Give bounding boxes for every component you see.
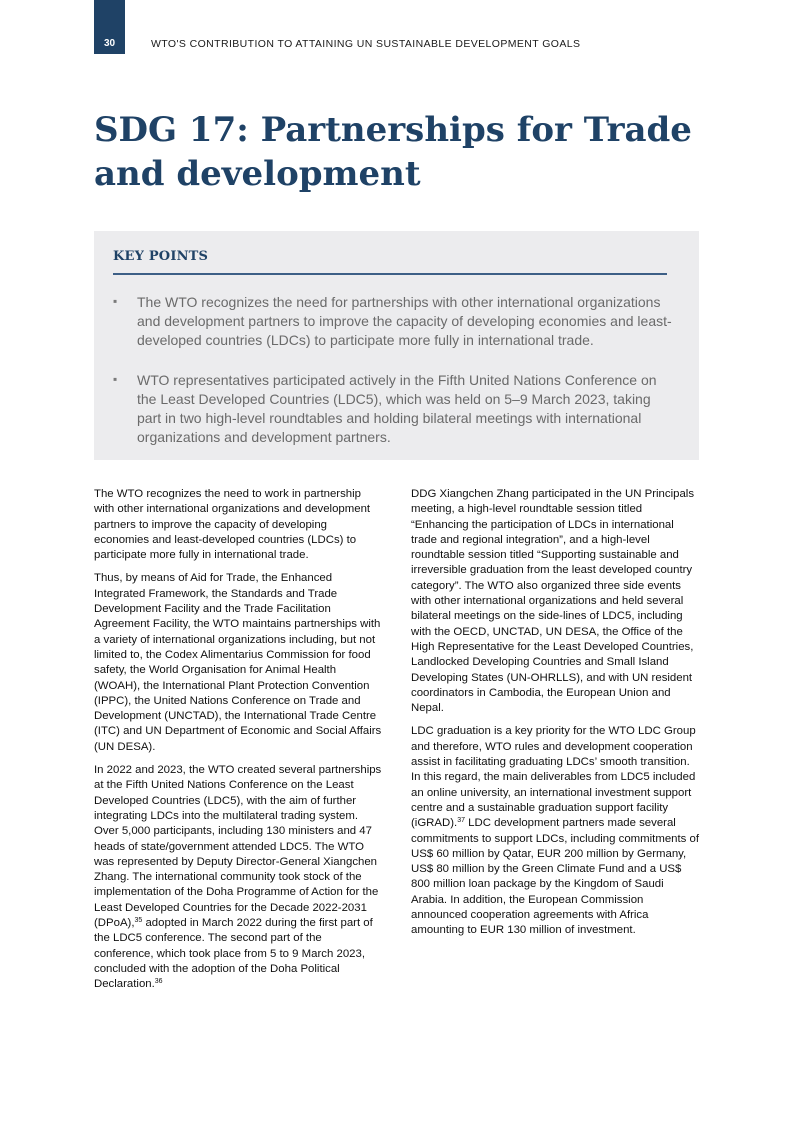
key-point-item (113, 293, 673, 350)
body-paragraph (411, 724, 701, 938)
body-column-right (411, 487, 701, 947)
page-title (94, 108, 734, 196)
body-paragraph: DDG Xiangchen Zhang participated in the UN Principals meeting, a high-level roundtable session titled “Enhancing the participation of LDCs in international trade and regional integration”, and a high-level roundtable session titled “Supporting sustainable and irreversible graduation from the least developed country category”. The WTO also organized three side events with other international organizations and held several bilateral meetings on the side-lines of LDC5, including with the OECD, UNCTAD, UN DESA, the Office of the High Representative for the Least Developed Countries, Landlocked Developing Countries and Small Island Developing States (UN-OHRLLS), and with UN resident coordinators in Cambodia, the European Union and Nepal. (411, 488, 695, 715)
page-title-line-1: SDG 17: Partnerships for Trade (94, 110, 692, 150)
key-point-text: WTO representatives participated actively in the Fifth United Nations Conference on the Least Developed Countries (LDC5), which was held on 5–9 March 2023, taking part in two high-level roundtables and holding bilateral meetings with international organizations and development partners. (137, 372, 657, 445)
body-column-left (94, 487, 384, 1001)
paragraph-text: adopted in March 2022 during the first part of the LDC5 conference. The second part of the conference, which took place from 5 to 9 March 2023, concluded with the adoption of the Doha Political Declaration. (94, 917, 373, 991)
key-points-box (94, 231, 699, 460)
square-bullet-icon: ▪ (113, 294, 118, 308)
body-paragraph: The WTO recognizes the need to work in partnership with other international organizations and development partners to improve the capacity of developing economies and least-developed countries (LDCs) to participate more fully in international trade. (94, 488, 371, 562)
paragraph-text: LDC development partners made several commitments to support LDCs, including commitments of US$ 60 million by Qatar, EUR 200 million by Germany, US$ 80 million by the Green Climate Fund and a US$ 800 million loan package by the Kingdom of Saudi Arabia. In addition, the European Commission announced cooperation agreements with Africa amounting to EUR 130 million of investment. (411, 817, 700, 937)
key-point-text: The WTO recognizes the need for partnerships with other international organizations and development partners to improve the capacity of developing economies and least-developed countries (LDCs) to participate more fully in international trade. (137, 294, 672, 348)
footnote-ref-37[interactable]: 37 (457, 817, 465, 825)
footnote-ref-35[interactable]: 35 (134, 917, 143, 925)
page-number: 30 (103, 38, 116, 49)
body-paragraph: Thus, by means of Aid for Trade, the Enhanced Integrated Framework, the Standards and Trade Development Facility and the Trade Facilitation Agreement Facility, the WTO maintains partnerships with a variety of international organizations including, but not limited to, the Codex Alimentarius Commission for food safety, the World Organisation for Animal Health (WOAH), the International Plant Protection Convention (IPPC), the United Nations Conference on Trade and Development (UNCTAD), the International Trade Centre (ITC) and UN Department of Economic and Social Affairs (UN DESA). (94, 572, 382, 753)
key-points-list (113, 293, 673, 468)
body-paragraph (94, 763, 384, 992)
page-title-line-2: and development (94, 154, 421, 194)
square-bullet-icon: ▪ (113, 372, 118, 386)
key-points-divider (113, 273, 667, 275)
footnote-ref-36[interactable]: 36 (154, 978, 163, 986)
running-header: WTO'S CONTRIBUTION TO ATTAINING UN SUSTAINABLE DEVELOPMENT GOALS (151, 38, 581, 50)
key-points-heading: KEY POINTS (113, 249, 209, 264)
key-point-item (113, 371, 673, 447)
paragraph-text: In 2022 and 2023, the WTO created several partnerships at the Fifth United Nations Conference on the Least Developed Countries (LDC5), with the aim of further integrating LDCs into the multilateral trading system. Over 5,000 participants, including 130 ministers and 47 heads of state/government attended LDC5. The WTO was represented by Deputy Director-General Xiangchen Zhang. The international community took stock of the implementation of the Doha Programme of Action for the Least Developed Countries for the Decade 2022-2031 (DPoA), (94, 764, 382, 930)
paragraph-text: LDC graduation is a key priority for the WTO LDC Group and therefore, WTO rules and development cooperation assist in facilitating graduating LDCs’ smooth transition. In this regard, the main deliverables from LDC5 included an online university, an international investment support centre and a sustainable graduation support facility (iGRAD). (411, 725, 696, 830)
